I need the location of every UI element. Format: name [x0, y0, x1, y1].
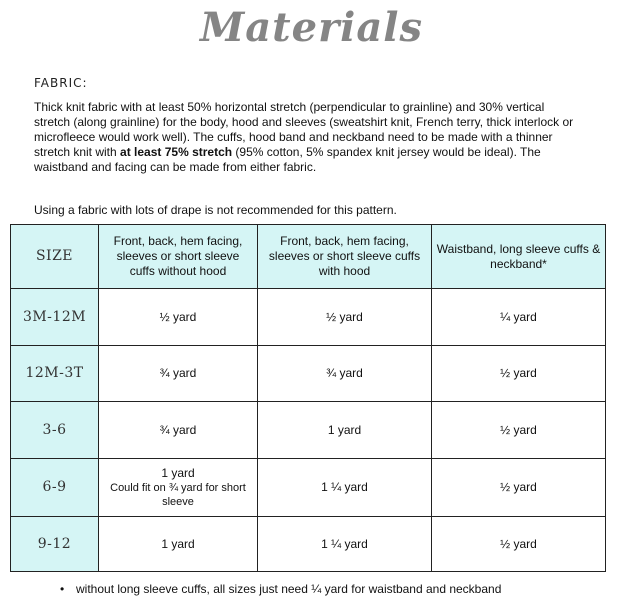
yardage-with-hood: ¾ yard	[258, 346, 432, 402]
yardage-waistband: ½ yard	[432, 402, 606, 459]
drape-note: Using a fabric with lots of drape is not recommended for this pattern.	[34, 203, 397, 217]
short-sleeve-note: Could fit on ¾ yard for short sleeve	[110, 482, 246, 508]
table-row	[11, 402, 606, 459]
page-title: Materials	[199, 4, 424, 51]
yardage-no-hood: 1 yard	[99, 517, 258, 572]
bullet-icon: •	[60, 582, 65, 596]
fabric-heading: FABRIC:	[34, 76, 88, 90]
header-without-hood: Front, back, hem facing, sleeves or short sleeve cuffs without hood	[99, 225, 258, 289]
yardage-no-hood: ½ yard	[99, 289, 258, 346]
size-cell: 3-6	[11, 402, 99, 459]
footnote	[60, 582, 501, 596]
yardage-with-hood: 1 ¼ yard	[258, 459, 432, 517]
yardage-with-hood: 1 yard	[258, 402, 432, 459]
table-header-row	[11, 225, 606, 289]
table-row	[11, 459, 606, 517]
size-cell: 6-9	[11, 459, 99, 517]
header-waistband: Waistband, long sleeve cuffs & neckband*	[432, 225, 606, 289]
yardage-waistband: ¼ yard	[432, 289, 606, 346]
header-with-hood: Front, back, hem facing, sleeves or short sleeve cuffs with hood	[258, 225, 432, 289]
fabric-description-part-3: (95% cotton, 5% spandex knit jersey would be ideal). The waistband and facing can be made from either fabric.	[34, 145, 541, 174]
yardage-waistband: ½ yard	[432, 517, 606, 572]
header-size: SIZE	[11, 225, 99, 289]
yardage-waistband: ½ yard	[432, 459, 606, 517]
size-cell: 9-12	[11, 517, 99, 572]
table-row	[11, 346, 606, 402]
fabric-description	[34, 100, 579, 175]
table-row	[11, 289, 606, 346]
yardage-with-hood: 1 ¼ yard	[258, 517, 432, 572]
table-row	[11, 517, 606, 572]
yardage-waistband: ½ yard	[432, 346, 606, 402]
fabric-description-part-1: Thick knit fabric with at least 50% horizontal stretch (perpendicular to grainline) and 30% vertical stretch (along grainline) for the body, hood and sleeves (sweatshirt knit, French terry, thick interlock or microfleece would work well). The cuffs, hood band and neckband need to be made with a thinner stretch knit with	[34, 100, 574, 159]
yardage-table	[10, 224, 606, 572]
size-cell: 3M-12M	[11, 289, 99, 346]
yardage-no-hood: 1 yard Could fit on ¾ yard for short sleeve	[99, 459, 258, 517]
yardage-no-hood: ¾ yard	[99, 346, 258, 402]
size-cell: 12M-3T	[11, 346, 99, 402]
stretch-emphasis: at least 75% stretch	[120, 145, 233, 159]
footnote-text: without long sleeve cuffs, all sizes just need ¼ yard for waistband and neckband	[76, 582, 502, 596]
yardage-with-hood: ½ yard	[258, 289, 432, 346]
yardage-no-hood: ¾ yard	[99, 402, 258, 459]
